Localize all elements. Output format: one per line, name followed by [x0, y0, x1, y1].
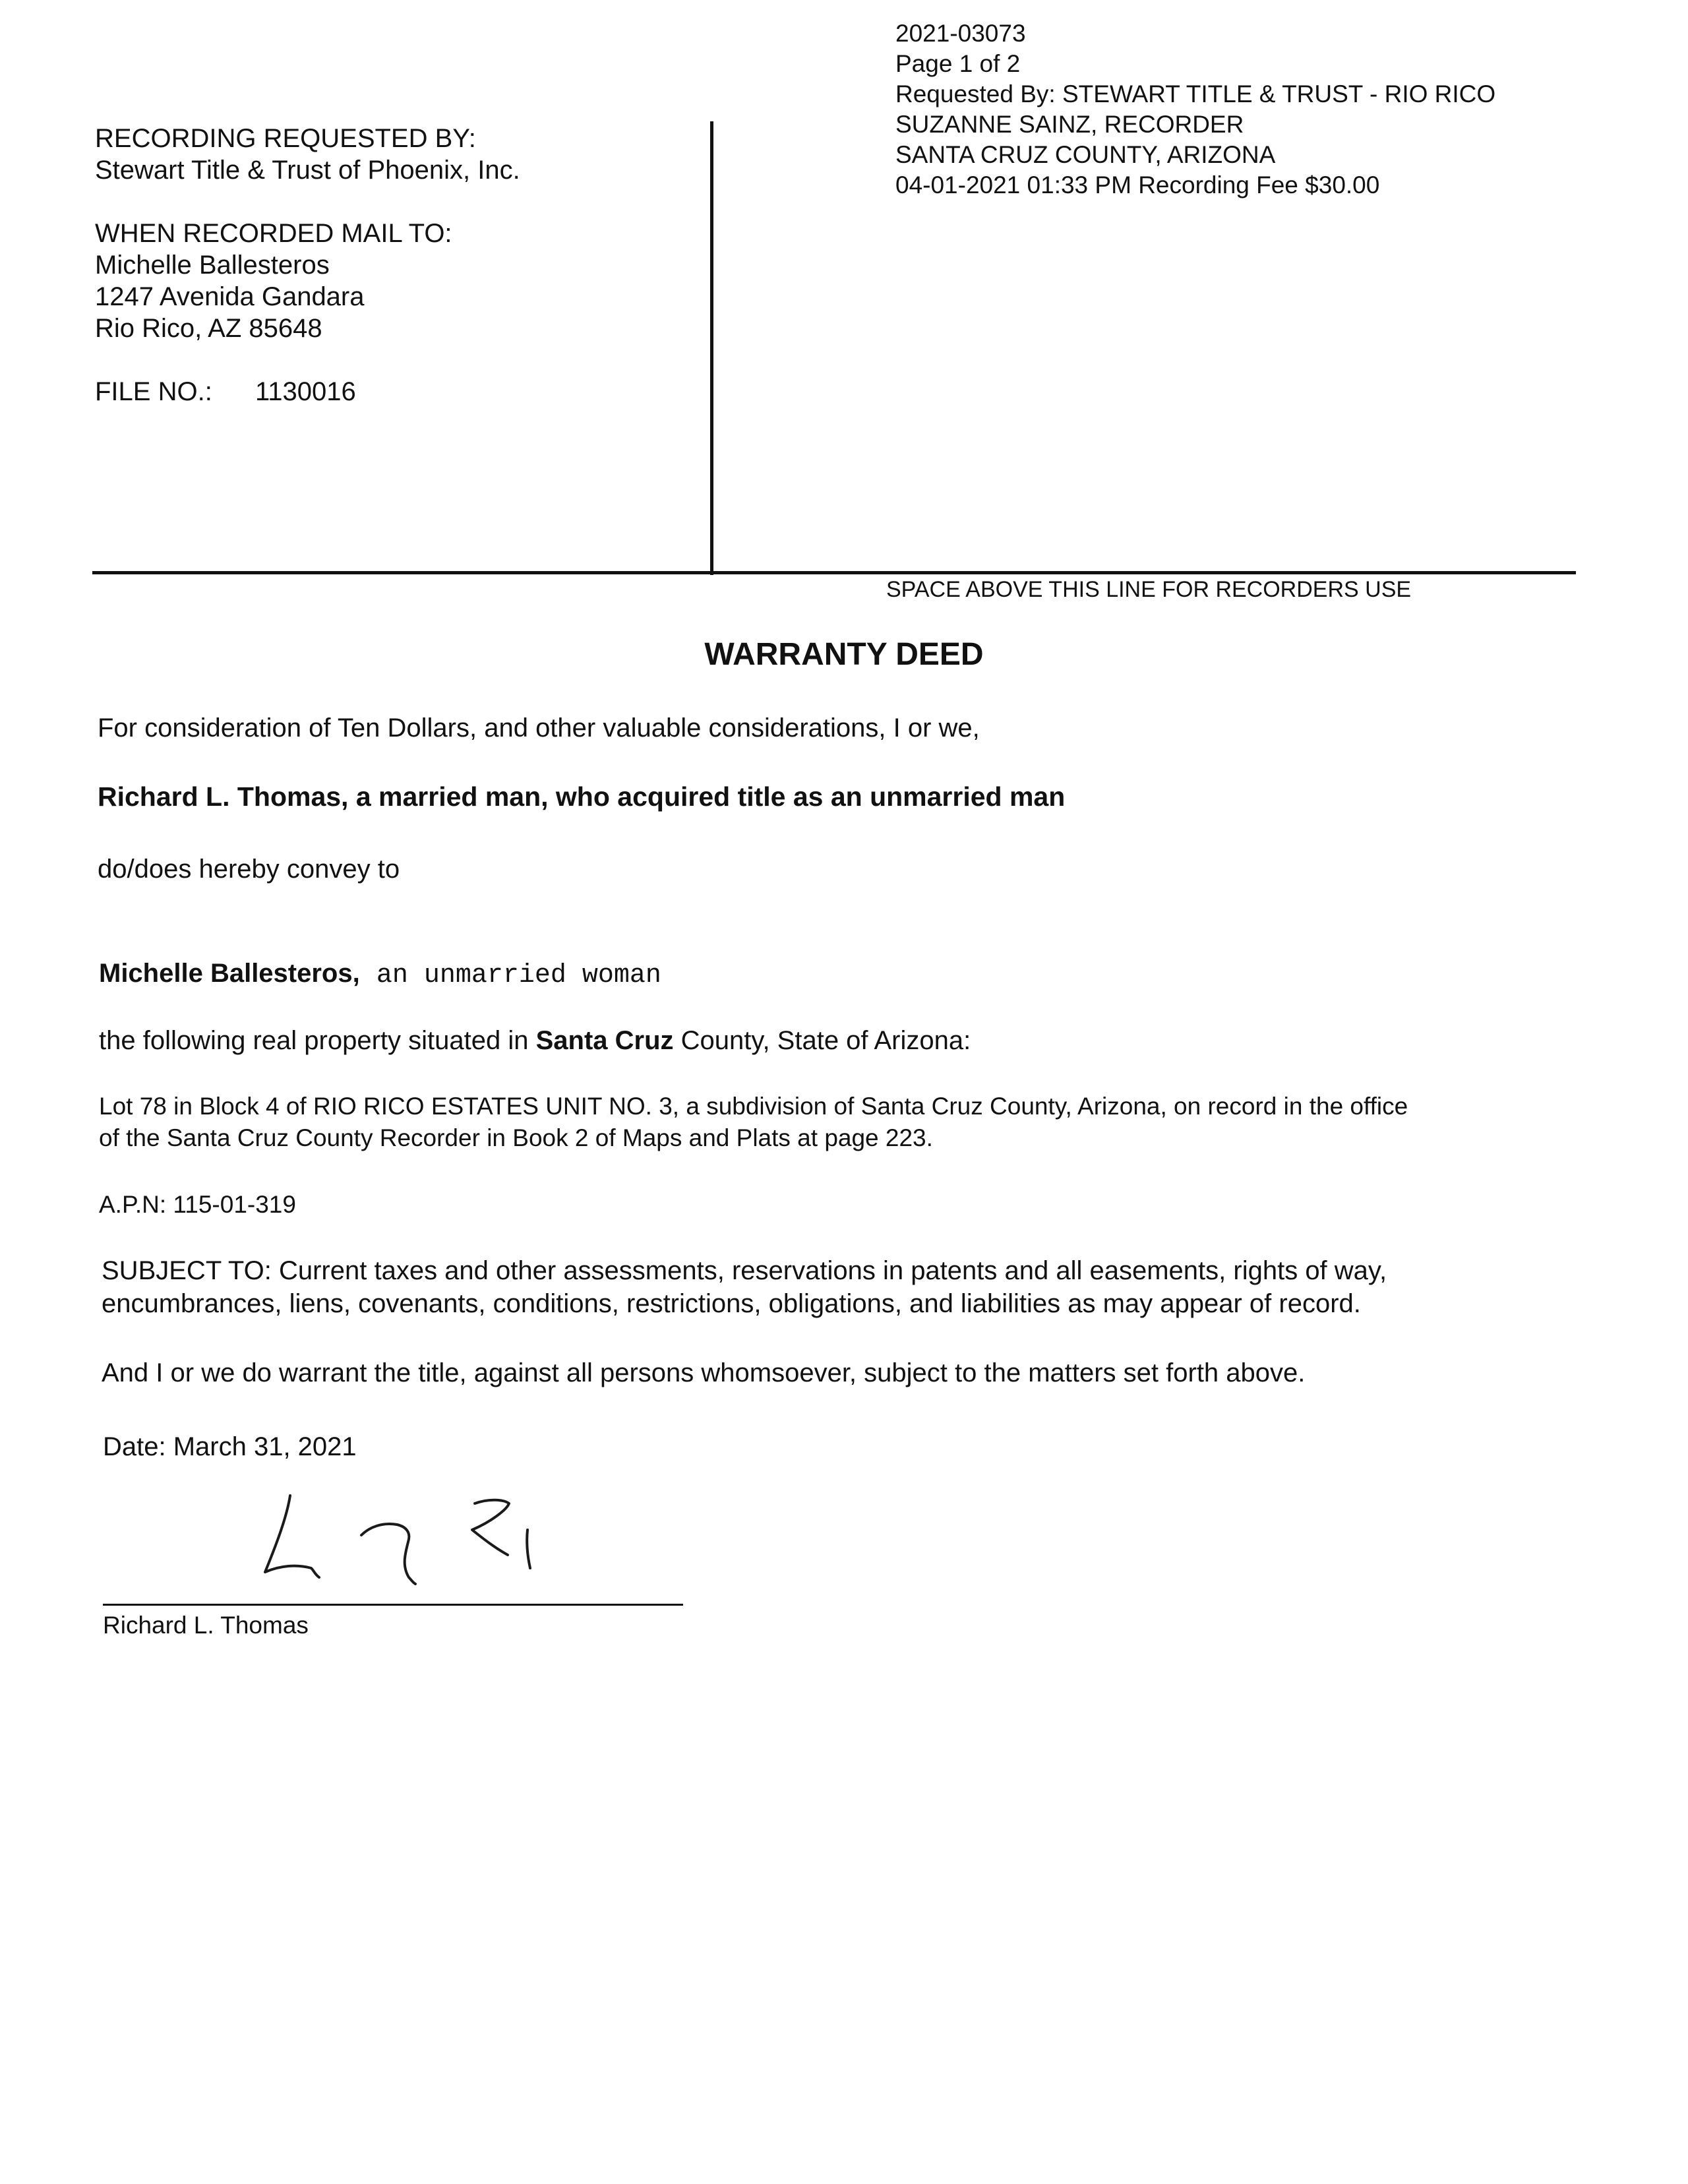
header-vertical-divider [710, 121, 713, 575]
apn: A.P.N: 115-01-319 [99, 1191, 296, 1218]
file-number-label: FILE NO.: [95, 377, 212, 406]
mail-to-street: 1247 Avenida Gandara [95, 282, 365, 311]
signature [251, 1484, 620, 1596]
grantor-name: Richard L. Thomas, a married man, who acquired title as an unmarried man [98, 781, 1066, 812]
subject-to-line-1: SUBJECT TO: Current taxes and other assessments, reservations in patents and all easements, rights of way, [102, 1256, 1387, 1285]
recording-county: SANTA CRUZ COUNTY, ARIZONA [895, 141, 1276, 168]
grantee-name: Michelle Ballesteros, [99, 959, 360, 988]
subject-to-line-2: encumbrances, liens, covenants, conditions, restrictions, obligations, and liabilities as may appear of record. [102, 1289, 1361, 1318]
property-county: Santa Cruz [535, 1026, 674, 1055]
recorders-use-rule [92, 571, 1576, 574]
recorder-stamp [895, 18, 1495, 200]
mail-to-label: WHEN RECORDED MAIL TO: [95, 219, 452, 248]
recording-doc-number: 2021-03073 [895, 20, 1026, 47]
file-number [95, 376, 356, 408]
legal-description-line-1: Lot 78 in Block 4 of RIO RICO ESTATES UNIT NO. 3, a subdivision of Santa Cruz County, Arizona, on record in the office [99, 1093, 1408, 1120]
mail-to-name: Michelle Ballesteros [95, 251, 330, 280]
recording-requested-value: Stewart Title & Trust of Phoenix, Inc. [95, 156, 520, 185]
legal-description [99, 1091, 1408, 1154]
warranty-clause: And I or we do warrant the title, against all persons whomsoever, subject to the matters set forth above. [102, 1358, 1306, 1387]
mail-to-city: Rio Rico, AZ 85648 [95, 314, 322, 343]
grantee-status: an unmarried woman [376, 961, 661, 990]
property-prefix: the following real property situated in [99, 1026, 529, 1055]
subject-to-clause [102, 1254, 1387, 1320]
property-suffix: County, State of Arizona: [680, 1026, 971, 1055]
file-number-value: 1130016 [255, 377, 356, 406]
legal-description-line-2: of the Santa Cruz County Recorder in Book 2 of Maps and Plats at page 223. [99, 1124, 933, 1151]
recording-requested-block [95, 123, 520, 186]
recorders-use-note: SPACE ABOVE THIS LINE FOR RECORDERS USE [886, 577, 1412, 602]
property-situated-line [99, 1025, 971, 1056]
signature-line [103, 1604, 683, 1606]
convey-clause: do/does hereby convey to [98, 855, 400, 884]
recording-page: Page 1 of 2 [895, 50, 1021, 77]
consideration-clause: For consideration of Ten Dollars, and other valuable considerations, I or we, [98, 713, 980, 743]
signer-name: Richard L. Thomas [103, 1612, 309, 1639]
mail-to-block [95, 218, 452, 344]
deed-title: WARRANTY DEED [704, 637, 984, 672]
recording-requested-by: Requested By: STEWART TITLE & TRUST - RIO RICO [895, 80, 1496, 107]
grantee-line [99, 957, 661, 992]
recording-requested-label: RECORDING REQUESTED BY: [95, 124, 476, 153]
recorder-name: SUZANNE SAINZ, RECORDER [895, 111, 1244, 138]
recording-date-fee: 04-01-2021 01:33 PM Recording Fee $30.00 [895, 171, 1380, 198]
deed-date: Date: March 31, 2021 [103, 1432, 357, 1461]
